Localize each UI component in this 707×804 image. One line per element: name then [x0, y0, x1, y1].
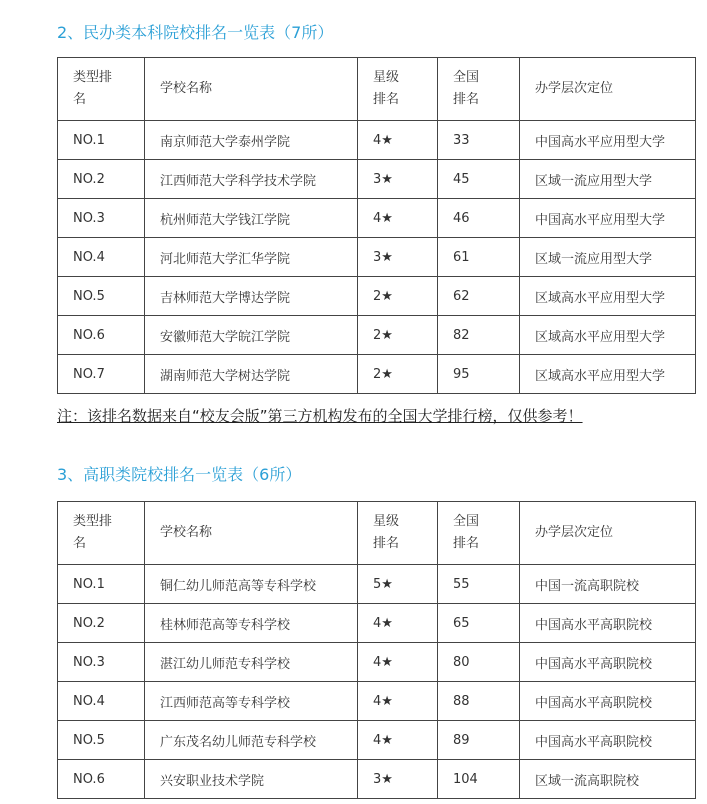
- table-row: [58, 121, 696, 160]
- cell-school-name: 江西师范高等专科学校: [145, 682, 358, 721]
- cell-positioning: 中国高水平高职院校: [520, 604, 696, 643]
- table-row: [58, 316, 696, 355]
- cell-school-name: 湛江幼儿师范专科学校: [145, 643, 358, 682]
- table-header-row: [58, 58, 696, 121]
- cell-national-rank: 80: [438, 643, 520, 682]
- cell-national-rank: 65: [438, 604, 520, 643]
- cell-star-rank: 4★: [358, 199, 438, 238]
- header-type-rank: 类型排名: [58, 58, 145, 121]
- cell-positioning: 区域高水平应用型大学: [520, 316, 696, 355]
- ranking-table-private-undergrad: [57, 57, 696, 394]
- cell-school-name: 铜仁幼儿师范高等专科学校: [145, 565, 358, 604]
- cell-star-rank: 4★: [358, 721, 438, 760]
- cell-school-name: 南京师范大学泰州学院: [145, 121, 358, 160]
- cell-type-rank: NO.5: [58, 277, 145, 316]
- cell-national-rank: 61: [438, 238, 520, 277]
- section-heading-private-undergrad: 2、民办类本科院校排名一览表（7所）: [57, 23, 334, 42]
- table-row: [58, 277, 696, 316]
- cell-type-rank: NO.3: [58, 643, 145, 682]
- cell-star-rank: 2★: [358, 277, 438, 316]
- header-positioning: 办学层次定位: [520, 502, 696, 565]
- table-row: [58, 199, 696, 238]
- cell-national-rank: 46: [438, 199, 520, 238]
- cell-positioning: 区域高水平应用型大学: [520, 355, 696, 394]
- table-row: [58, 565, 696, 604]
- cell-positioning: 中国高水平应用型大学: [520, 121, 696, 160]
- header-positioning: 办学层次定位: [520, 58, 696, 121]
- cell-positioning: 中国高水平高职院校: [520, 721, 696, 760]
- cell-national-rank: 95: [438, 355, 520, 394]
- header-type-rank: 类型排名: [58, 502, 145, 565]
- cell-star-rank: 3★: [358, 160, 438, 199]
- header-national-rank: 全国排名: [438, 58, 520, 121]
- table-row: [58, 682, 696, 721]
- header-school-name: 学校名称: [145, 58, 358, 121]
- cell-school-name: 吉林师范大学博达学院: [145, 277, 358, 316]
- cell-school-name: 河北师范大学汇华学院: [145, 238, 358, 277]
- cell-type-rank: NO.5: [58, 721, 145, 760]
- cell-school-name: 桂林师范高等专科学校: [145, 604, 358, 643]
- header-star-rank: 星级排名: [358, 502, 438, 565]
- cell-positioning: 区域一流应用型大学: [520, 238, 696, 277]
- cell-school-name: 江西师范大学科学技术学院: [145, 160, 358, 199]
- cell-type-rank: NO.6: [58, 760, 145, 799]
- cell-type-rank: NO.3: [58, 199, 145, 238]
- cell-type-rank: NO.4: [58, 682, 145, 721]
- cell-star-rank: 3★: [358, 760, 438, 799]
- cell-star-rank: 3★: [358, 238, 438, 277]
- cell-type-rank: NO.4: [58, 238, 145, 277]
- cell-national-rank: 33: [438, 121, 520, 160]
- cell-star-rank: 4★: [358, 121, 438, 160]
- cell-positioning: 中国高水平应用型大学: [520, 199, 696, 238]
- cell-star-rank: 4★: [358, 643, 438, 682]
- table-row: [58, 643, 696, 682]
- cell-national-rank: 62: [438, 277, 520, 316]
- cell-star-rank: 4★: [358, 682, 438, 721]
- table-header-row: [58, 502, 696, 565]
- cell-school-name: 安徽师范大学皖江学院: [145, 316, 358, 355]
- cell-positioning: 中国高水平高职院校: [520, 682, 696, 721]
- table-row: [58, 238, 696, 277]
- header-school-name: 学校名称: [145, 502, 358, 565]
- cell-star-rank: 5★: [358, 565, 438, 604]
- cell-type-rank: NO.7: [58, 355, 145, 394]
- cell-star-rank: 4★: [358, 604, 438, 643]
- cell-positioning: 中国高水平高职院校: [520, 643, 696, 682]
- cell-positioning: 中国一流高职院校: [520, 565, 696, 604]
- cell-national-rank: 45: [438, 160, 520, 199]
- cell-positioning: 区域一流应用型大学: [520, 160, 696, 199]
- data-source-note: 注：该排名数据来自“校友会版”第三方机构发布的全国大学排行榜，仅供参考！: [57, 407, 583, 425]
- cell-type-rank: NO.6: [58, 316, 145, 355]
- cell-national-rank: 88: [438, 682, 520, 721]
- cell-school-name: 广东茂名幼儿师范专科学校: [145, 721, 358, 760]
- cell-star-rank: 2★: [358, 316, 438, 355]
- cell-school-name: 兴安职业技术学院: [145, 760, 358, 799]
- table-row: [58, 721, 696, 760]
- cell-type-rank: NO.2: [58, 604, 145, 643]
- cell-type-rank: NO.1: [58, 121, 145, 160]
- ranking-table-vocational: [57, 501, 696, 799]
- cell-school-name: 杭州师范大学钱江学院: [145, 199, 358, 238]
- table-row: [58, 604, 696, 643]
- cell-positioning: 区域高水平应用型大学: [520, 277, 696, 316]
- cell-national-rank: 89: [438, 721, 520, 760]
- section-heading-vocational: 3、高职类院校排名一览表（6所）: [57, 465, 302, 484]
- table-row: [58, 760, 696, 799]
- table-row: [58, 355, 696, 394]
- cell-national-rank: 55: [438, 565, 520, 604]
- table-row: [58, 160, 696, 199]
- cell-type-rank: NO.2: [58, 160, 145, 199]
- cell-national-rank: 82: [438, 316, 520, 355]
- cell-national-rank: 104: [438, 760, 520, 799]
- cell-type-rank: NO.1: [58, 565, 145, 604]
- cell-school-name: 湖南师范大学树达学院: [145, 355, 358, 394]
- header-star-rank: 星级排名: [358, 58, 438, 121]
- header-national-rank: 全国排名: [438, 502, 520, 565]
- cell-positioning: 区域一流高职院校: [520, 760, 696, 799]
- cell-star-rank: 2★: [358, 355, 438, 394]
